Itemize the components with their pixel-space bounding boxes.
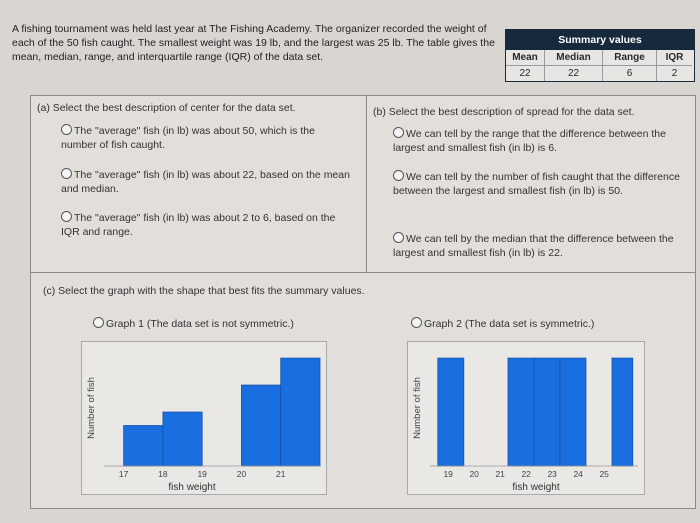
x-tick-label: 17 — [118, 469, 129, 479]
histogram-bar — [124, 426, 163, 466]
graph-2-option[interactable] — [411, 317, 594, 331]
y-axis-label: Number of fish — [86, 377, 97, 439]
summary-header-range: Range — [602, 50, 656, 66]
radio-icon[interactable] — [393, 170, 404, 181]
histogram-bar — [438, 358, 464, 466]
x-axis-label: fish weight — [512, 482, 560, 493]
option-label: Graph 1 (The data set is not symmetric.) — [106, 318, 294, 330]
x-tick-label: 18 — [158, 469, 168, 479]
part-b-question: (b) Select the best description of spread for the data set. — [373, 106, 635, 118]
radio-icon[interactable] — [393, 127, 404, 138]
x-tick-label: 25 — [599, 469, 609, 479]
intro-text: A fishing tournament was held last year at The Fishing Academy. The organizer recorded the weight of each of the 50 fish caught. The smallest weight was 19 lb, and the largest was 25 lb. The table gives the mean, median, range, and interquartile range (IQR) of the data set. — [12, 23, 495, 63]
x-tick-label: 21 — [275, 469, 286, 479]
histogram-bar — [612, 358, 633, 466]
option-label: Graph 2 (The data set is symmetric.) — [424, 318, 595, 330]
option-label: We can tell by the median that the difference between the largest and smallest fish (in lb) is 22. — [393, 233, 674, 259]
graph-2-chart — [407, 341, 645, 495]
radio-icon[interactable] — [61, 124, 72, 135]
option-label: The "average" fish (in lb) was about 22, based on the mean and median. — [61, 169, 350, 195]
summary-title: Summary values — [506, 30, 694, 50]
histogram-bar — [163, 412, 202, 466]
x-tick-label: 20 — [469, 469, 479, 479]
x-tick-label: 20 — [236, 469, 247, 479]
part-b-option-3[interactable] — [393, 232, 683, 260]
y-axis-label: Number of fish — [412, 377, 423, 439]
graph-1-chart — [81, 341, 327, 495]
graph-1-option[interactable] — [93, 317, 294, 331]
part-b-option-2[interactable] — [393, 170, 683, 198]
part-a-panel — [30, 95, 368, 275]
part-c-panel — [30, 272, 696, 509]
part-a-option-1[interactable] — [61, 124, 351, 152]
histogram-bar — [560, 358, 586, 466]
histogram-bar — [534, 358, 560, 466]
summary-value-mean: 22 — [519, 68, 531, 79]
radio-icon[interactable] — [411, 317, 422, 328]
summary-header-median: Median — [544, 50, 602, 66]
histogram-bar — [241, 385, 280, 466]
summary-table — [505, 29, 695, 82]
part-b-panel — [366, 95, 696, 275]
option-label: The "average" fish (in lb) was about 50, which is the number of fish caught. — [61, 125, 315, 151]
x-tick-label: 19 — [443, 469, 453, 479]
option-label: We can tell by the number of fish caught that the difference between the largest and smallest fish (in lb) is 50. — [393, 171, 680, 197]
summary-header-mean: Mean — [506, 50, 544, 66]
part-c-question: (c) Select the graph with the shape that best fits the summary values. — [43, 285, 365, 297]
x-tick-label: 22 — [521, 469, 531, 479]
part-a-question: (a) Select the best description of center for the data set. — [37, 102, 296, 114]
histogram-bar — [281, 358, 320, 466]
option-label: The "average" fish (in lb) was about 2 to 6, based on the IQR and range. — [61, 212, 336, 238]
x-tick-label: 21 — [495, 469, 505, 479]
part-a-option-2[interactable] — [61, 168, 356, 196]
radio-icon[interactable] — [93, 317, 104, 328]
x-tick-label: 19 — [197, 469, 207, 479]
histogram-bar — [508, 358, 534, 466]
summary-value-range: 6 — [602, 66, 656, 81]
summary-value-median: 22 — [544, 66, 602, 81]
x-tick-label: 24 — [573, 469, 583, 479]
option-label: We can tell by the range that the difference between the largest and smallest fish (in lb) is 6. — [393, 128, 666, 154]
radio-icon[interactable] — [393, 232, 404, 243]
part-a-option-3[interactable] — [61, 211, 356, 239]
radio-icon[interactable] — [61, 211, 72, 222]
summary-header-iqr: IQR — [656, 50, 692, 66]
radio-icon[interactable] — [61, 168, 72, 179]
x-tick-label: 23 — [547, 469, 557, 479]
summary-value-iqr: 2 — [656, 66, 692, 81]
part-b-option-1[interactable] — [393, 127, 691, 155]
x-axis-label: fish weight — [168, 482, 216, 493]
